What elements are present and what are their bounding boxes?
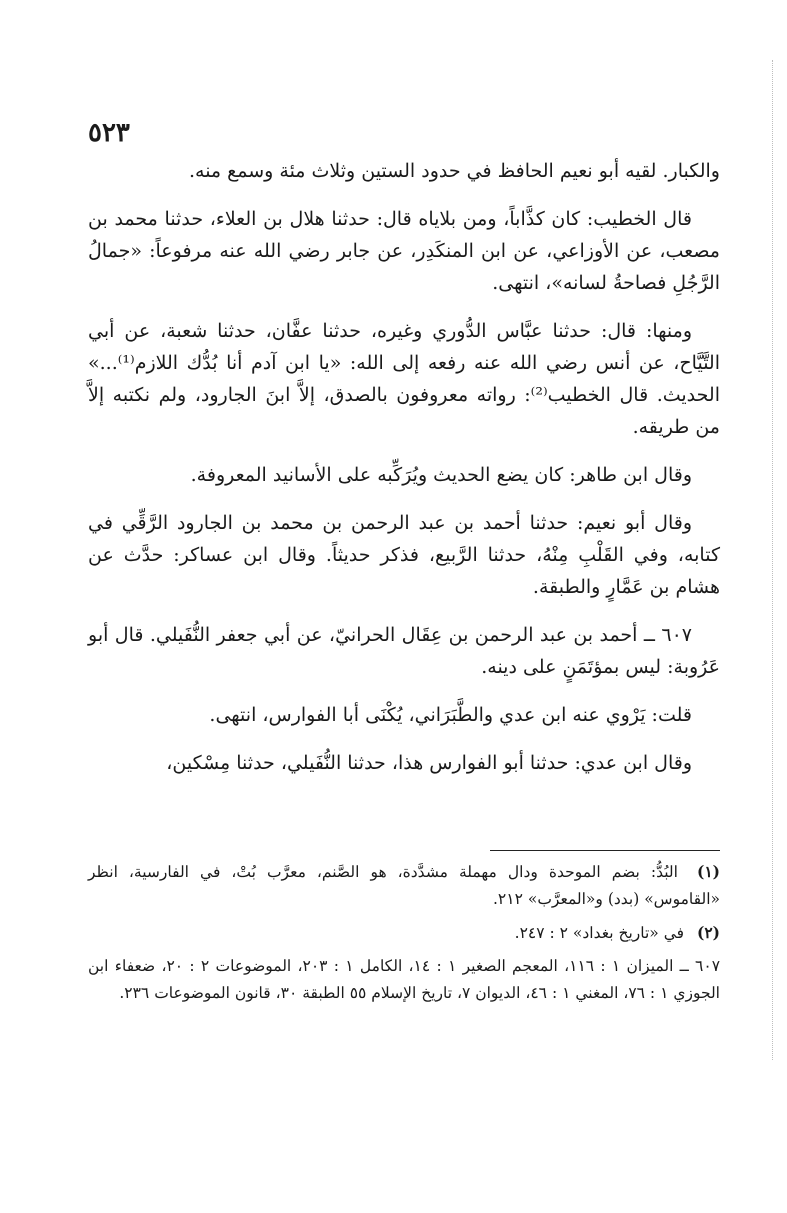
paragraph-7: قلت: يَرْوي عنه ابن عدي والطَّبَرَاني، يُكْنَى أبا الفوارس، انتهى. (209, 704, 692, 726)
footnote-2-text: في «تاريخ بغداد» ٢ : ٢٤٧. (514, 924, 685, 942)
footnote-2-number: (٢) (696, 923, 720, 942)
paragraph-4: وقال ابن طاهر: كان يضع الحديث ويُرَكِّبه على الأسانيد المعروفة. (190, 464, 692, 486)
footnote-2 (88, 919, 720, 947)
footnote-1-number: (١) (696, 862, 720, 881)
paragraph-3: ومنها: قال: حدثنا عبَّاس الدُّوري وغيره، حدثنا عفَّان، حدثنا شعبة، عن أبي التَّيَّاح، عن أنس رضي الله عنه رفعه إلى الله: «يا ابن آدم أنا بُدُّك اللازم⁽¹⁾...» الحديث. قال الخطيب⁽²⁾: رواته معروفون بالصدق، إلاَّ ابنَ الجارود، ولم نكتبه إلاَّ من طريقه. (88, 320, 720, 438)
page-number: ٥٢٣ (88, 118, 130, 148)
main-text (88, 155, 720, 795)
footnotes (88, 858, 720, 1013)
footnote-1 (88, 858, 720, 913)
sources-note: ٦٠٧ ــ الميزان ١ : ١١٦، المعجم الصغير ١ : ١٤، الكامل ١ : ٢٠٣، الموضوعات ٢ : ٢٠، ضعفاء ابن الجوزي ١ : ٧٦، المغني ١ : ٤٦، الديوان ٧، تاريخ الإسلام ٥٥ الطبقة ٣٠، قانون الموضوعات ٢٣٦. (88, 957, 721, 1002)
scan-margin-line (772, 60, 773, 1060)
paragraph-1: والكبار. لقيه أبو نعيم الحافظ في حدود الستين وثلاث مئة وسمع منه. (188, 160, 720, 182)
footnote-1-text: البُدُّ: بضم الموحدة ودال مهملة مشدَّدة، هو الصَّنم، معرَّب بُتْ، في الفارسية، انظر «القاموس» (بدد) و«المعرَّب» ٢١٢. (88, 863, 720, 908)
footnote-divider (490, 850, 720, 851)
paragraph-5: وقال أبو نعيم: حدثنا أحمد بن عبد الرحمن بن محمد بن الجارود الرَّقِّي في كتابه، وفي القَلْبِ مِنْهُ، حدثنا الرَّبيع، فذكر حديثاً. وقال ابن عساكر: حدَّث عن هشام بن عَمَّارٍ والطبقة. (88, 512, 720, 598)
paragraph-2: قال الخطيب: كان كذَّاباً، ومن بلاياه قال: حدثنا هلال بن العلاء، حدثنا محمد بن مصعب، عن الأوزاعي، عن ابن المنكَدِر، عن جابر رضي الله عنه مرفوعاً: «جمالُ الرَّجُلِ فصاحةُ لسانه»، انتهى. (88, 208, 720, 294)
entry-607: ٦٠٧ ــ أحمد بن عبد الرحمن بن عِقَال الحرانيّ، عن أبي جعفر النُّفَيلي. قال أبو عَرُوبة: ليس بمؤتَمَنٍ على دينه. (88, 624, 720, 678)
paragraph-8: وقال ابن عدي: حدثنا أبو الفوارس هذا، حدثنا النُّفَيلي، حدثنا مِسْكين، (166, 752, 692, 774)
